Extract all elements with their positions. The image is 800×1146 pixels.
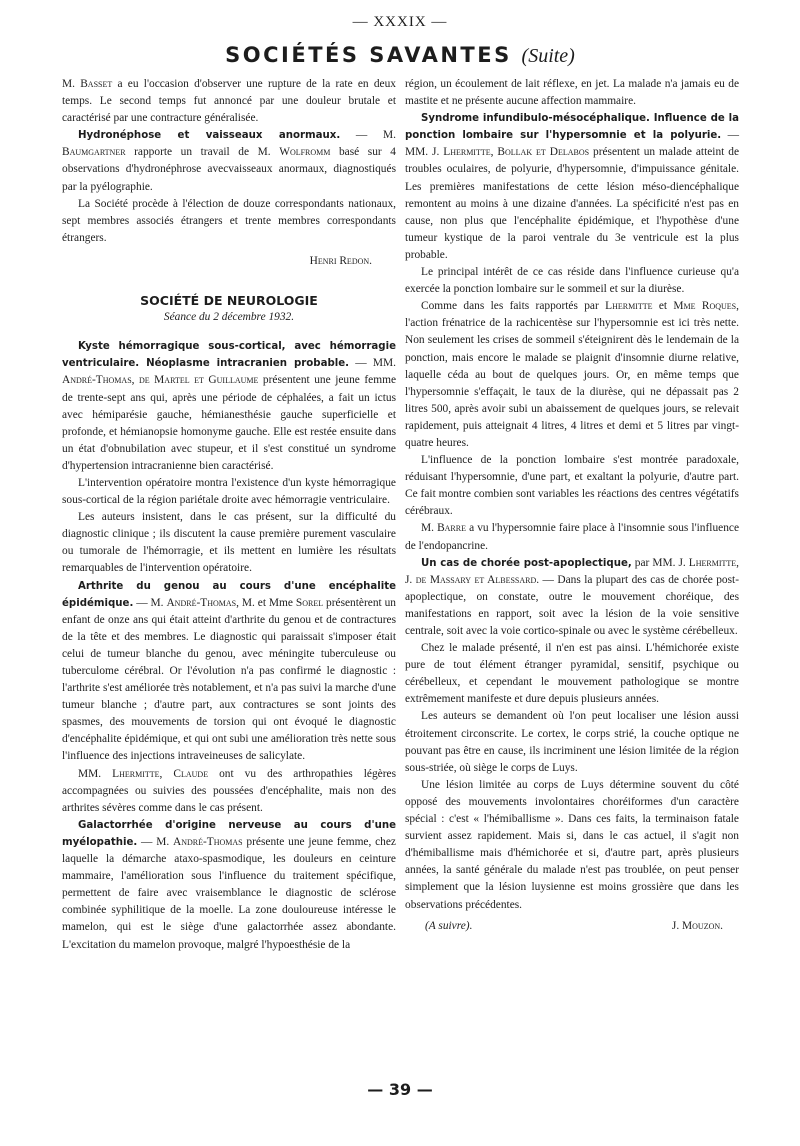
title-text: SOCIÉTÉS SAVANTES bbox=[225, 43, 512, 67]
paragraph: Galactorrhée d'origine nerveuse au cours d'une myélopathie. — M. André-Thomas présente une jeune femme, chez laquelle la démarche ataxo-spasmodique, les douleurs en ceinture mammaire, l'amélioration sous l'influence du traitement spécifique, permettent de faire avec vraisemblance le diagnostic de sclérose combinée syphilitique de la moelle. La zone douloureuse intéresse le mamelon, qui est le siège d'une galactorrhée assez abondante. L'excitation du mamelon provoque, malgré l'hypoesthésie de la bbox=[62, 819, 396, 951]
paragraph: MM. Lhermitte, Claude ont vu des arthropathies légères accompagnées ou suivies des poussées d'encéphalite, mais non des arthrites sévères comme dans le cas présent. bbox=[62, 767, 397, 814]
session-date: Séance du 2 décembre 1932. bbox=[163, 311, 295, 324]
author-signature: Henri Redon. bbox=[309, 254, 372, 267]
paragraph: Les auteurs insistent, dans le cas présent, sur la difficulté du diagnostic clinique ; ils discutent la cause première purement vasculaire ou tumorale de l'hémorragie, et ils mettent en lumière les résultats remarquables de l'intervention opératoire. bbox=[62, 511, 396, 575]
paragraph: L'influence de la ponction lombaire s'est montrée paradoxale, réduisant l'hypersomnie, d'une part, et exaltant la polyurie, d'autre part. Ce fait montre combien sont variables les réactions des centres végétatifs cérébraux. bbox=[405, 454, 739, 518]
paragraph: Un cas de chorée post-apoplectique, par MM. J. Lhermitte, J. de Massary et Albessard. — Dans la plupart des cas de chorée post-apoplectique, on constate, outre le mouvement choréique, des manifestations en rapport, soit avec la lésion de la voie sensitive centrale, soit avec la voie cortico-spinale ou avec le système cérébelleux. bbox=[405, 556, 739, 637]
author-signature: J. Mouzon. bbox=[671, 919, 723, 932]
paragraph: Chez le malade présenté, il n'en est pas ainsi. L'hémichorée existe pure de tout élément étranger pyramidal, sensitif, psychique ou cérébelleux, et cependant le mouvement pathologique se montre extrêmement manifeste et dure depuis plusieurs années. bbox=[405, 642, 739, 706]
left-column bbox=[62, 76, 396, 954]
section-heading: SOCIÉTÉ DE NEUROLOGIE bbox=[140, 293, 318, 309]
page-number: — 39 — bbox=[367, 1080, 433, 1099]
paragraph: La Société procède à l'élection de douze correspondants nationaux, sept membres associés étrangers et trente membres correspondants étrangers. bbox=[62, 197, 396, 244]
right-column bbox=[405, 76, 739, 935]
paragraph: M. Barre a vu l'hypersomnie faire place à l'insomnie sous l'influence de l'endopancrine. bbox=[405, 522, 740, 552]
paragraph: Kyste hémorragique sous-cortical, avec hémorragie ventriculaire. Néoplasme intracranien probable. — MM. André-Thomas, de Martel et Guillaume présentent une jeune femme de trente-sept ans qui, après une période de céphalées, a fait un ictus avec hémiparésie gauche, hémianesthésie gauche superficielle et profonde, et hémianopsie homonyme gauche. Elle est restée ensuite dans un état d'obnubilation avec stupeur, et il s'est constitué un syndrome d'hypertension intracranienne bien caractérisé. bbox=[62, 341, 396, 472]
article-title: Syndrome infundibulo-mésocéphalique. Influence de la ponction lombaire sur l'hypersomnie et la polyurie. bbox=[405, 113, 739, 142]
article-title: Un cas de chorée post-apoplectique, bbox=[421, 557, 632, 569]
article-title: Arthrite du genou au cours d'une encéphalite épidémique. bbox=[62, 580, 396, 609]
to-be-continued: (A suivre). bbox=[425, 919, 473, 932]
paragraph: Syndrome infundibulo-mésocéphalique. Influence de la ponction lombaire sur l'hypersomnie et la polyurie. — MM. J. Lhermitte, Bollak et Delabos présentent un malade atteint de troubles oculaires, de polyurie, d'hypersomnie, d'impuissance génitale. Les premières manifestations de cette lésion méso-diencéphalique remontent au moins à une dizaine d'années. La spécificité n'est pas en cause, non plus que l'encéphalite épidémique, et l'hypothèse d'une tumeur kystique de la paroi ventrale du 3e ventricule est la plus probable. bbox=[405, 113, 740, 261]
paragraph: Arthrite du genou au cours d'une encéphalite épidémique. — M. André-Thomas, M. et Mme Sorel présentèrent un enfant de onze ans qui était atteint d'arthrite du genou et de contractures de la tête et des membres. Le diagnostic qui paraissait s'imposer était celui de tumeur blanche du genou, avec méningite tuberculeuse ou tuberculome cérébral. Or l'évolution n'a pas confirmé le diagnostic : l'arthrite s'est améliorée très notablement, et n'a pas suivi la marche d'une tumeur blanche ; d'autre part, aux contractures se sont joints des spasmes, des mouvements de torsion qui ont évoqué le diagnostic d'encéphalite épidémique, et qui ont subi une amélioration très nette sous l'influence des injections intraveineuses de salicylate. bbox=[62, 580, 396, 763]
roman-page-number: — XXXIX — bbox=[352, 14, 448, 30]
article-title: Galactorrhée d'origine nerveuse au cours d'une myélopathie. bbox=[62, 819, 396, 848]
paragraph: région, un écoulement de lait réflexe, en jet. La malade n'a jamais eu de mastite et ne présente aucune affection mammaire. bbox=[405, 78, 739, 108]
paragraph: Une lésion limitée au corps de Luys détermine souvent du côté opposé des mouvements involontaires choréiformes d'un caractère spécial : c'est « l'hémiballisme ». Dans ces faits, la terminaison fatale survient assez rapidement. Mais si, dans le cas actuel, il s'agit non d'hémiballisme mais d'hémichorée et si, d'autre part, après plusieurs années, la santé générale du malade n'est pas troublée, on peut penser simplement que la lésion luysienne est moins grossière que dans les observations précédentes. bbox=[405, 778, 739, 911]
paragraph: Comme dans les faits rapportés par Lhermitte et Mme Roques, l'action frénatrice de la rachicentèse sur l'hypersomnie est ici très nette. Non seulement les crises de sommeil s'éteignirent dès le lendemain de la ponction, mais encore le malade se plaignit d'insomnie diurne relative, laquelle céda au bout de quelques jours. Or, en même temps que l'hypersomnie s'effaçait, le taux de la diurèse, qui ne dépassait pas 2 litres 500, après avoir subi un abaissement de quelques jours, se relevait rapidement, puis atteignait 4 litres, 4 litres et demi et 5 litres par vingt-quatre heures. bbox=[405, 300, 739, 449]
article-title: Hydronéphose et vaisseaux anormaux. bbox=[78, 130, 341, 142]
page-title bbox=[0, 43, 800, 68]
closing-row bbox=[405, 918, 739, 935]
article-title: Kyste hémorragique sous-cortical, avec hémorragie ventriculaire. Néoplasme intracranien probable. bbox=[62, 341, 396, 370]
title-suite: (Suite) bbox=[521, 45, 575, 67]
paragraph: Hydronéphose et vaisseaux anormaux. — M. Baumgartner rapporte un travail de M. Wolfromm basé sur 4 observations d'hydronéphrose avecvaisseaux anormaux, diagnostiqués par la pyélographie. bbox=[62, 129, 396, 193]
paragraph: M. Basset a eu l'occasion d'observer une rupture de la rate en deux temps. Le second temps fut annoncé par une douleur brutale et caractérisé par une contracture généralisée. bbox=[62, 78, 396, 125]
paragraph: Le principal intérêt de ce cas réside dans l'influence curieuse qu'a exercée la ponction lombaire sur le sommeil et sur la diurèse. bbox=[405, 266, 739, 296]
paragraph: Les auteurs se demandent où l'on peut localiser une lésion aussi étroitement circonscrite. Le cortex, le corps strié, la couche optique ne pouvant pas être en cause, ils incriminent une lésion limitée de la région sous-striée, où siège le corps de Luys. bbox=[405, 710, 739, 774]
paragraph: L'intervention opératoire montra l'existence d'un kyste hémorragique sous-cortical de la région pariétale droite avec hémorragie ventriculaire. bbox=[62, 476, 396, 507]
